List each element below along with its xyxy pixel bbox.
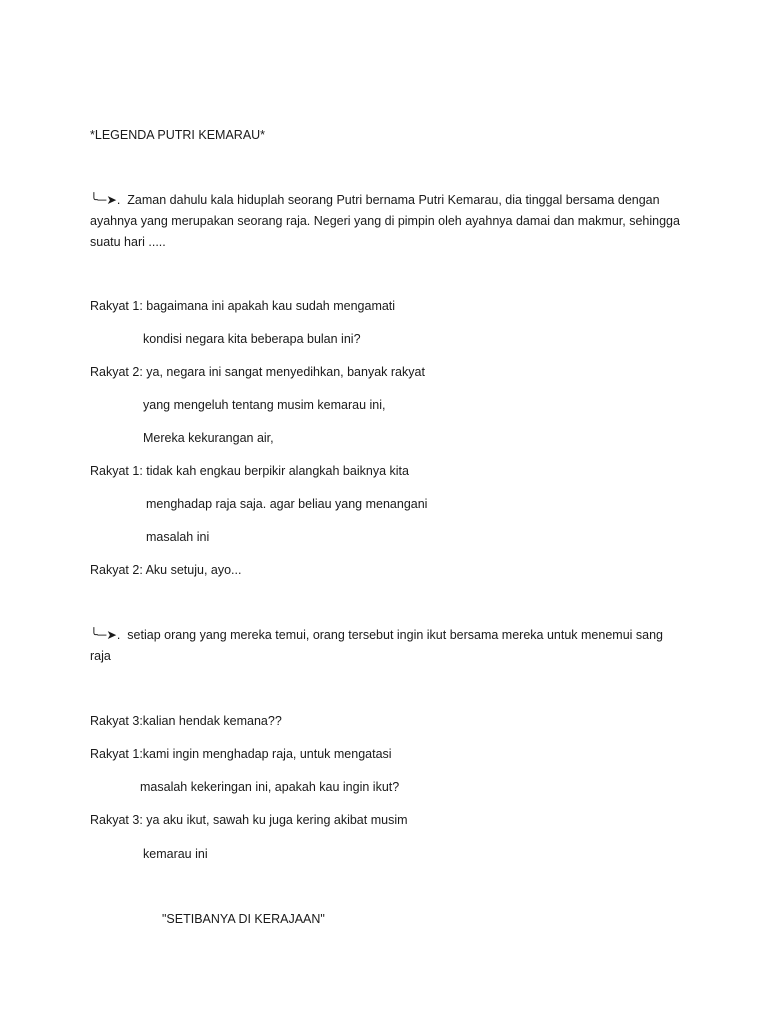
dialogue-line: Rakyat 1: bagaimana ini apakah kau sudah mengamati — [90, 299, 396, 313]
dialogue-line: Rakyat 3:kalian hendak kemana?? — [90, 714, 282, 728]
dialogue-line: yang mengeluh tentang musim kemarau ini, — [143, 398, 386, 412]
dialogue-line: masalah ini — [146, 530, 210, 544]
narration-text: setiap orang yang mereka temui, orang tersebut ingin ikut bersama mereka untuk menemui sang raja — [90, 628, 664, 663]
dialogue-line: menghadap raja saja. agar beliau yang menangani — [146, 497, 428, 511]
dialogue-line: Rakyat 2: Aku setuju, ayo... — [90, 563, 242, 577]
arrow-icon: ╰─➤. — [90, 193, 121, 207]
dialogue-line: kondisi negara kita beberapa bulan ini? — [143, 332, 361, 346]
narration-text: Zaman dahulu kala hiduplah seorang Putri bernama Putri Kemarau, dia tinggal bersama dengan ayahnya yang merupakan seorang raja. Negeri yang di pimpin oleh ayahnya damai dan makmur, sehingga suatu hari ..... — [90, 193, 680, 249]
arrow-icon: ╰─➤. — [90, 628, 121, 642]
document-title: *LEGENDA PUTRI KEMARAU* — [90, 128, 266, 142]
dialogue-line: Rakyat 1: tidak kah engkau berpikir alangkah baiknya kita — [90, 464, 409, 478]
dialogue-line: Mereka kekurangan air, — [143, 431, 274, 445]
narration-paragraph — [90, 190, 680, 253]
narration-paragraph — [90, 625, 680, 667]
dialogue-line: Rakyat 2: ya, negara ini sangat menyedihkan, banyak rakyat — [90, 365, 425, 379]
dialogue-line: Rakyat 3: ya aku ikut, sawah ku juga kering akibat musim — [90, 813, 408, 827]
dialogue-line: Rakyat 1:kami ingin menghadap raja, untuk mengatasi — [90, 747, 392, 761]
dialogue-line: masalah kekeringan ini, apakah kau ingin ikut? — [140, 780, 400, 794]
dialogue-line: kemarau ini — [143, 847, 208, 861]
scene-heading: "SETIBANYA DI KERAJAAN" — [162, 912, 325, 926]
